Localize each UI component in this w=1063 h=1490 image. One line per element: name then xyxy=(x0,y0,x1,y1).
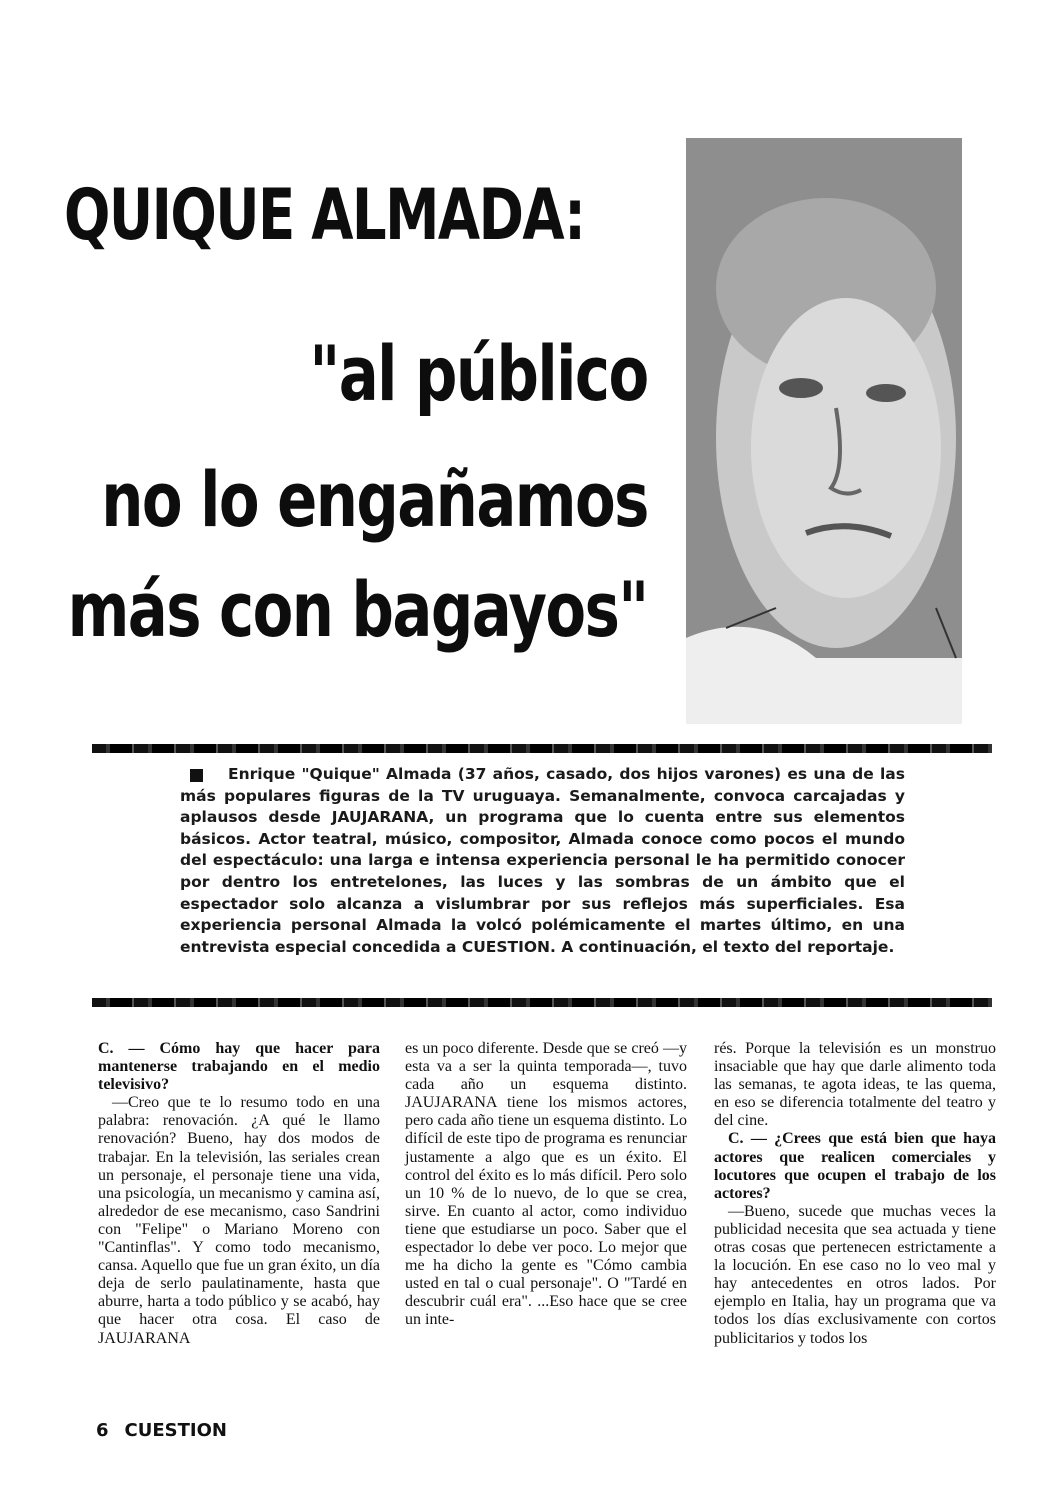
answer-1-end: rés. Porque la televisión es un monstruo insaciable que hay que darle alimento toda las semanas, te agota ideas, te las quema, en eso se diferencia totalmente del teatro y del cine. xyxy=(714,1040,996,1130)
question-2: C. — ¿Crees que está bien que haya actores que realicen comerciales y locutores que ocupen el trabajo de los actores? xyxy=(714,1130,996,1202)
page-footer xyxy=(96,1420,227,1441)
column-1 xyxy=(98,1040,380,1348)
answer-2: —Bueno, sucede que muchas veces la publicidad necesita que sea actuada y tiene otras cosas que pertenecen estrictamente a la locución. En ese caso no lo veo mal y hay antecedentes en otros lados. Por ejemplo en Italia, hay un programa que va todos los días exclusivamente con cortos publicitarios y todos los xyxy=(714,1202,996,1347)
portrait-photo xyxy=(686,138,962,724)
answer-1: —Creo que te lo resumo todo en una palabra: renovación. ¿A qué le llamo renovación? Bueno, hay dos modos de trabajar. En la televisión, las seriales crean un personaje, el personaje tiene una vida, una psicología, un mecanismo y camina así, alrededor de ese mecanismo, caso Sandrini con "Felipe" o Mariano Moreno con "Cantinflas". Y como todo mecanismo, cansa. Aquello que fue un gran éxito, un día deja de serlo paulatinamente, hasta que aburre, harta a todo público y se acabó, hay que hacer otra cosa. El caso de JAUJARANA xyxy=(98,1094,380,1347)
headline-quote-line-3: más con bagayos" xyxy=(67,565,648,654)
column-3 xyxy=(714,1040,996,1348)
portrait-illustration xyxy=(686,138,962,724)
headline-name: QUIQUE ALMADA: xyxy=(64,174,585,256)
headline-quote-line-1: "al público xyxy=(309,329,648,418)
lead-paragraph: Enrique "Quique" Almada (37 años, casado, dos hijos varones) es una de las más populares figuras de la TV uruguaya. Semanalmente, convoca carcajadas y aplausos desde JAUJARANA, un programa que lo cuenta entre sus elementos básicos. Actor teatral, músico, compositor, Almada conoce como pocos el mundo del espectáculo: una larga e intensa experiencia personal le ha permitido conocer por dentro los entretelones, las luces y las sombras de un ámbito que el espectador solo alcanza a vislumbrar por sus reflejos más superficiales. Esa experiencia personal Almada la volcó polémicamente el martes último, en una entrevista especial concedida a CUESTION. A continuación, el texto del reportaje. xyxy=(180,765,905,956)
answer-1-continued: es un poco diferente. Desde que se creó —y esta va a ser la quinta temporada—, tuvo cada año un esquema distinto. JAUJARANA tiene los mismos actores, pero cada año tiene un esquema distinto. Lo difícil de este tipo de programa es renunciar justamente a algo que es un éxito. El control del éxito es lo más difícil. Pero solo un 10 % de lo nuevo, de lo que se crea, sirve. En cuanto al actor, como individuo tiene que estudiarse un poco. Saber que el espectador lo debe ver poco. Lo mejor que me ha dicho la gente es "Cómo cambia usted en tal o cual personaje". O "Tardé en descubrir cuál era". ...Eso hace que se cree un inte- xyxy=(405,1040,687,1329)
bottom-divider xyxy=(92,998,992,1007)
publication-name: CUESTION xyxy=(124,1420,227,1441)
question-1: C. — Cómo hay que hacer para mantenerse trabajando en el medio televisivo? xyxy=(98,1040,380,1094)
top-divider xyxy=(92,744,992,753)
headline-quote-line-2: no lo engañamos xyxy=(101,455,648,544)
column-2 xyxy=(405,1040,687,1330)
page-number: 6 xyxy=(96,1420,109,1441)
